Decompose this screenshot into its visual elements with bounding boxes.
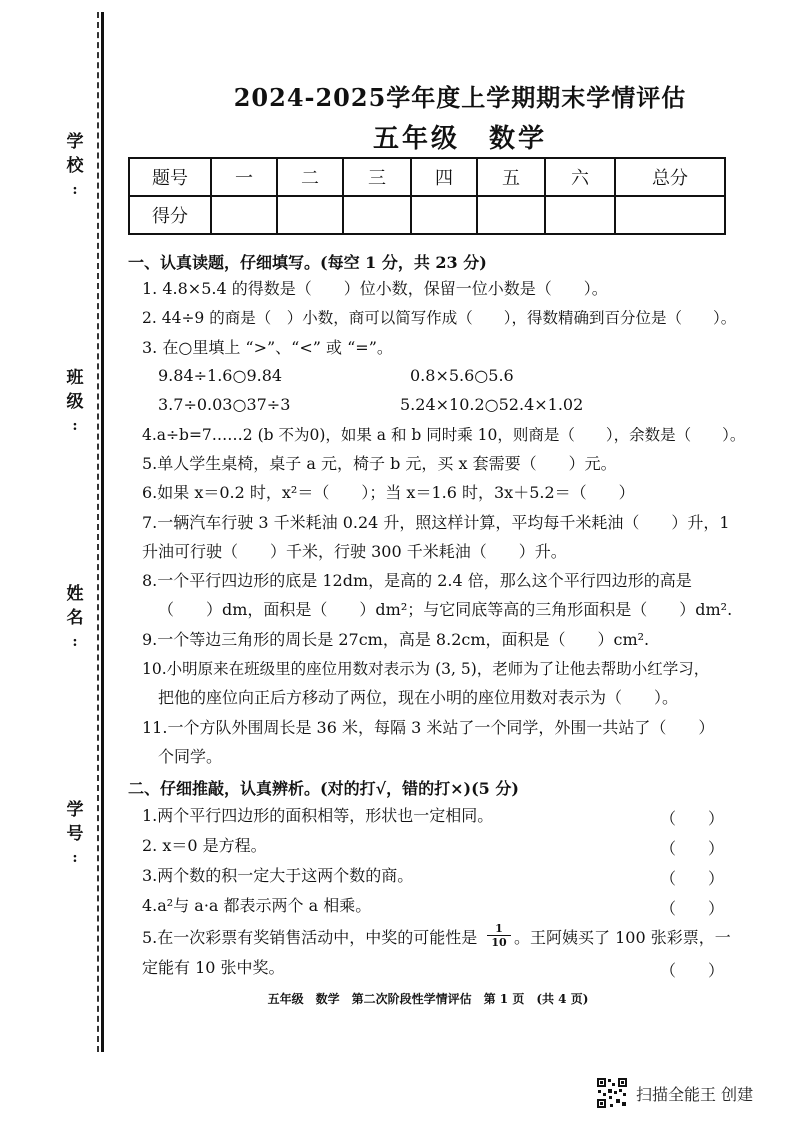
column-header: 六 — [545, 158, 615, 196]
answer-paren[interactable]: （ ） — [660, 869, 725, 888]
page-footer: 五年级 数学 第二次阶段性学情评估 第 1 页 (共 4 页) — [267, 992, 589, 1006]
column-header: 二 — [277, 158, 343, 196]
student-id-field-label: 学 号 : — [66, 800, 84, 866]
question-5: 5.单人学生桌椅，桌子 a 元，椅子 b 元，买 x 套需要（ ）元。 — [142, 454, 617, 473]
score-table-score-row — [129, 196, 725, 234]
question-4: 4.a÷b=7……2 (b 不为0)，如果 a 和 b 同时乘 10，则商是（ ），余数是（ ）。 — [142, 426, 746, 444]
judge-item-5-continued: 定能有 10 张中奖。 — [142, 958, 285, 977]
column-header: 总分 — [615, 158, 725, 196]
score-table-header-row — [129, 158, 725, 196]
qr-code-icon — [596, 1077, 628, 1109]
column-header: 四 — [411, 158, 477, 196]
column-header: 五 — [477, 158, 545, 196]
question-1: 1. 4.8×5.4 的得数是（ ）位小数，保留一位小数是（ ）。 — [142, 279, 608, 298]
score-cell[interactable] — [477, 196, 545, 234]
question-7-continued: 升油可行驶（ ）千米，行驶 300 千米耗油（ ）升。 — [142, 542, 567, 561]
header-label-cell: 题号 — [129, 158, 211, 196]
exam-title: 2024-2025学年度上学期期末学情评估 — [233, 83, 687, 112]
judge-item-5-tail: 。王阿姨买了 100 张彩票，一 — [514, 928, 731, 947]
question-8-continued: （ ）dm，面积是（ ）dm²；与它同底等高的三角形面积是（ ）dm². — [158, 600, 733, 619]
judge-item-4: 4.a²与 a·a 都表示两个 a 相乘。 — [142, 896, 372, 915]
score-cell[interactable] — [277, 196, 343, 234]
question-3-item-c: 3.7÷0.03○37÷3 — [158, 395, 291, 414]
answer-paren[interactable]: （ ） — [660, 961, 725, 980]
question-11-continued: 个同学。 — [158, 747, 223, 766]
judge-item-2: 2. x＝0 是方程。 — [142, 836, 267, 855]
name-field-label: 姓 名 : — [66, 584, 84, 650]
answer-paren[interactable]: （ ） — [660, 899, 725, 918]
fraction-denominator: 10 — [487, 935, 511, 949]
question-7: 7.一辆汽车行驶 3 千米耗油 0.24 升，照这样计算，平均每千米耗油（ ）升，1 — [142, 513, 730, 532]
question-8: 8.一个平行四边形的底是 12dm，是高的 2.4 倍，那么这个平行四边形的高是 — [142, 571, 692, 590]
judge-item-5: 5.在一次彩票有奖销售活动中，中奖的可能性是 — [142, 928, 478, 947]
section-1-heading: 一、认真读题，仔细填写。(每空 1 分，共 23 分) — [128, 253, 487, 272]
score-cell[interactable] — [343, 196, 411, 234]
column-header: 三 — [343, 158, 411, 196]
binding-solid-line — [101, 12, 104, 1052]
score-cell[interactable] — [545, 196, 615, 234]
answer-paren[interactable]: （ ） — [660, 839, 725, 858]
fraction-numerator: 1 — [495, 922, 503, 935]
question-11: 11.一个方队外围周长是 36 米，每隔 3 米站了一个同学，外围一共站了（ ） — [142, 718, 715, 737]
section-2-heading: 二、仔细推敲，认真辨析。(对的打√，错的打×)(5 分) — [128, 779, 519, 798]
question-3-item-a: 9.84÷1.6○9.84 — [158, 366, 283, 385]
score-cell[interactable] — [615, 196, 725, 234]
watermark-text: 扫描全能王 创建 — [636, 1084, 754, 1104]
question-3: 3. 在○里填上 “>”、“<” 或 “=”。 — [142, 338, 393, 357]
class-field-label: 班 级 : — [66, 368, 84, 434]
score-cell[interactable] — [211, 196, 277, 234]
judge-item-1: 1.两个平行四边形的面积相等，形状也一定相同。 — [142, 806, 494, 825]
question-6: 6.如果 x＝0.2 时，x²＝（ ）；当 x＝1.6 时，3x＋5.2＝（ ） — [142, 483, 635, 502]
score-label-cell: 得分 — [129, 196, 211, 234]
scanner-watermark — [596, 1076, 753, 1110]
score-cell[interactable] — [411, 196, 477, 234]
judge-item-3: 3.两个数的积一定大于这两个数的商。 — [142, 866, 414, 885]
question-10-continued: 把他的座位向正后方移动了两位，现在小明的座位用数对表示为（ ）。 — [158, 688, 679, 707]
question-10: 10.小明原来在班级里的座位用数对表示为 (3, 5)，老师为了让他去帮助小红学习， — [142, 660, 710, 678]
column-header: 一 — [211, 158, 277, 196]
binding-dashed-line — [97, 12, 99, 1052]
school-field-label: 学 校 : — [66, 132, 84, 198]
question-3-item-b: 0.8×5.6○5.6 — [410, 366, 514, 385]
question-3-item-d: 5.24×10.2○52.4×1.02 — [400, 395, 584, 414]
score-table — [128, 157, 726, 235]
exam-subtitle: 五年级 数学 — [372, 124, 547, 154]
question-9: 9.一个等边三角形的周长是 27cm，高是 8.2cm，面积是（ ）cm². — [142, 630, 650, 649]
question-2: 2. 44÷9 的商是（ ）小数，商可以简写作成（ ），得数精确到百分位是（ ）。 — [142, 309, 737, 327]
probability-fraction — [487, 922, 511, 949]
answer-paren[interactable]: （ ） — [660, 809, 725, 828]
